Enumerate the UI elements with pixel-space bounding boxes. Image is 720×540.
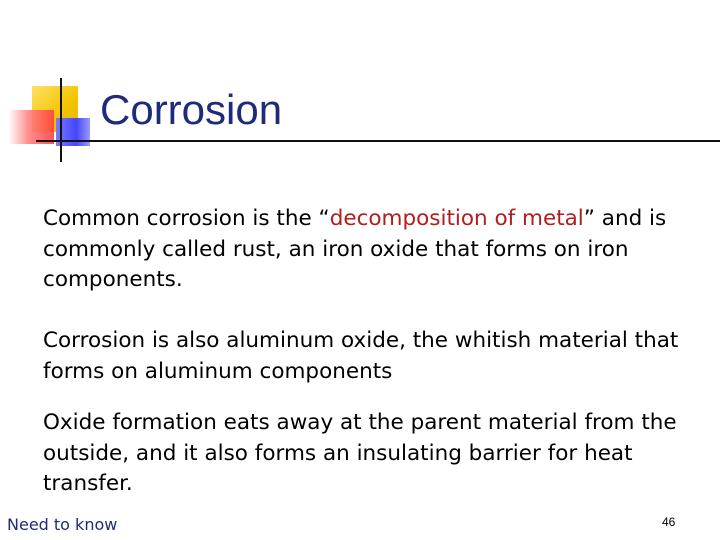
footer-label: Need to know [7, 515, 118, 534]
logo-vertical-line [60, 78, 62, 162]
title-underline [36, 140, 720, 142]
paragraph-3: Oxide formation eats away at the parent material from the outside, and it also forms an insulating barrier for heat transfer. [43, 410, 677, 496]
paragraph-1 [43, 204, 693, 296]
page-number: 46 [662, 515, 676, 529]
paragraph-1-highlight: decomposition of metal [329, 206, 584, 231]
paragraph-1-text-end: ” and is commonly called rust, an iron oxide that forms on iron components. [43, 206, 667, 292]
paragraph-2: Corrosion is also aluminum oxide, the whitish material that forms on aluminum components [43, 328, 679, 384]
title-logo-graphic [0, 0, 100, 170]
paragraph-1-text-start: Common corrosion is the “ [43, 206, 330, 231]
slide-title: Corrosion [100, 86, 283, 133]
logo-red-square [8, 110, 54, 144]
